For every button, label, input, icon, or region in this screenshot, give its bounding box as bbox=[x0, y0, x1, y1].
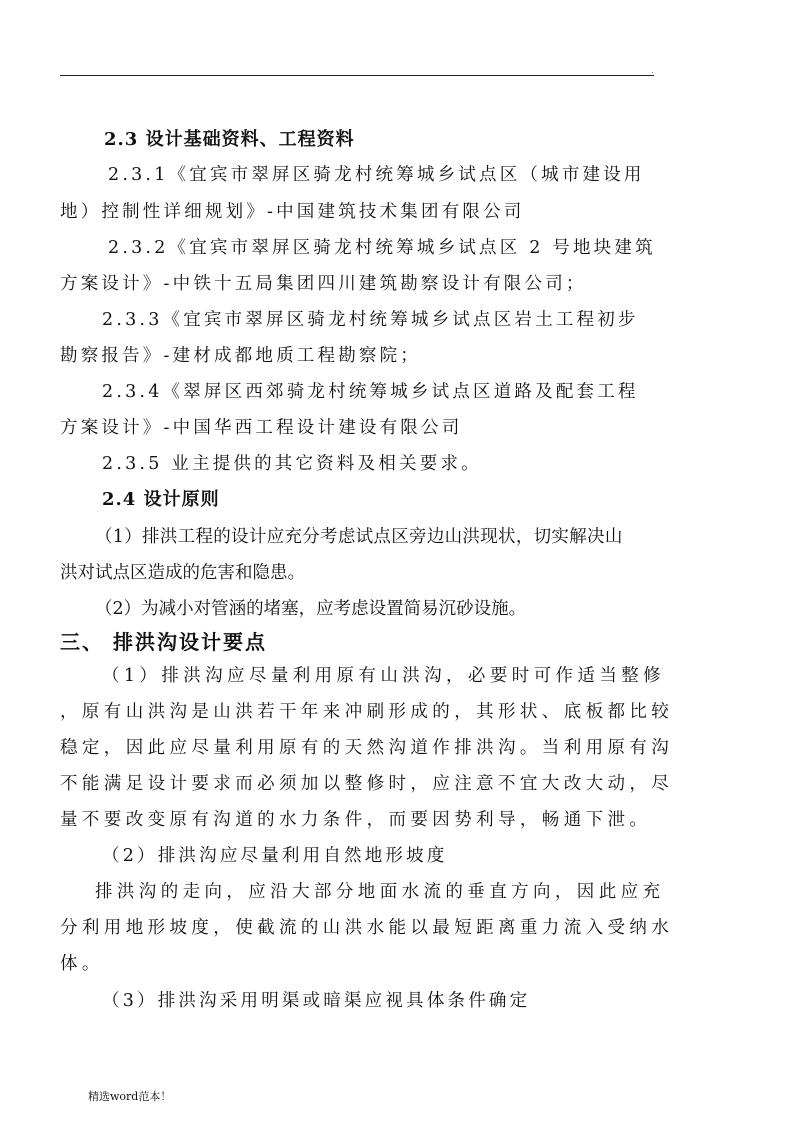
ref-2-3-2-line1: 2.3.2《宜宾市翠屏区骑龙村统筹城乡试点区 2 号地块建筑 bbox=[108, 238, 656, 258]
ref-2-3-1-line1: 2.3.1《宜宾市翠屏区骑龙村统筹城乡试点区（城市建设用 bbox=[108, 165, 645, 185]
header-rule bbox=[60, 75, 654, 76]
footer-text: 精选word范本！ bbox=[88, 1090, 172, 1103]
ref-2-3-1-line2: 地）控制性详细规划》-中国建筑技术集团有限公司 bbox=[60, 202, 525, 222]
point-2-line3: 体。 bbox=[60, 954, 104, 974]
point-1-line3: 稳定，因此应尽量利用原有的天然沟道作排洪沟。当利用原有沟 bbox=[60, 738, 674, 758]
point-1-line2: ，原有山洪沟是山洪若干年来冲刷形成的，其形状、底板都比较 bbox=[60, 702, 674, 722]
point-2-line1: 排洪沟的走向，应沿大部分地面水流的垂直方向，因此应充 bbox=[95, 882, 665, 902]
ref-2-3-2-line2: 方案设计》-中铁十五局集团四川建筑勘察设计有限公司； bbox=[60, 274, 587, 294]
point-2-title: （2）排洪沟应尽量利用自然地形坡度 bbox=[102, 846, 448, 866]
principle-2: （2）为减小对管涵的堵塞，应考虑设置简易沉砂设施。 bbox=[95, 599, 527, 619]
point-1-line4: 不能满足设计要求而必须加以整修时，应注意不宜大改大动，尽 bbox=[60, 774, 674, 794]
section-heading-3: 三、 排洪沟设计要点 bbox=[60, 630, 267, 654]
ref-2-3-5: 2.3.5 业主提供的其它资料及相关要求。 bbox=[102, 454, 482, 474]
principle-1-line2: 洪对试点区造成的危害和隐患。 bbox=[60, 563, 305, 583]
point-2-line2: 分利用地形坡度，使截流的山洪水能以最短距离重力流入受纳水 bbox=[60, 918, 674, 938]
ref-2-3-3-line2: 勘察报告》-建材成都地质工程勘察院； bbox=[60, 346, 422, 366]
point-1-line1: （1）排洪沟应尽量利用原有山洪沟，必要时可作适当整修 bbox=[102, 666, 666, 686]
section-heading-2-4: 2.4 设计原则 bbox=[102, 489, 220, 510]
principle-1-line1: （1）排洪工程的设计应充分考虑试点区旁边山洪现状，切实解决山 bbox=[95, 527, 623, 547]
point-1-line5: 量不要改变原有沟道的水力条件，而要因势利导，畅通下泄。 bbox=[60, 810, 652, 830]
ref-2-3-4-line2: 方案设计》-中国华西工程设计建设有限公司 bbox=[60, 418, 463, 438]
ref-2-3-4-line1: 2.3.4《翠屏区西郊骑龙村统筹城乡试点区道路及配套工程 bbox=[102, 382, 639, 402]
point-3-title: （3）排洪沟采用明渠或暗渠应视具体条件确定 bbox=[102, 991, 531, 1011]
header-dot: . bbox=[651, 66, 654, 75]
section-heading-2-3: 2.3 设计基础资料、工程资料 bbox=[104, 129, 355, 150]
ref-2-3-3-line1: 2.3.3《宜宾市翠屏区骑龙村统筹城乡试点区岩土工程初步 bbox=[102, 310, 639, 330]
